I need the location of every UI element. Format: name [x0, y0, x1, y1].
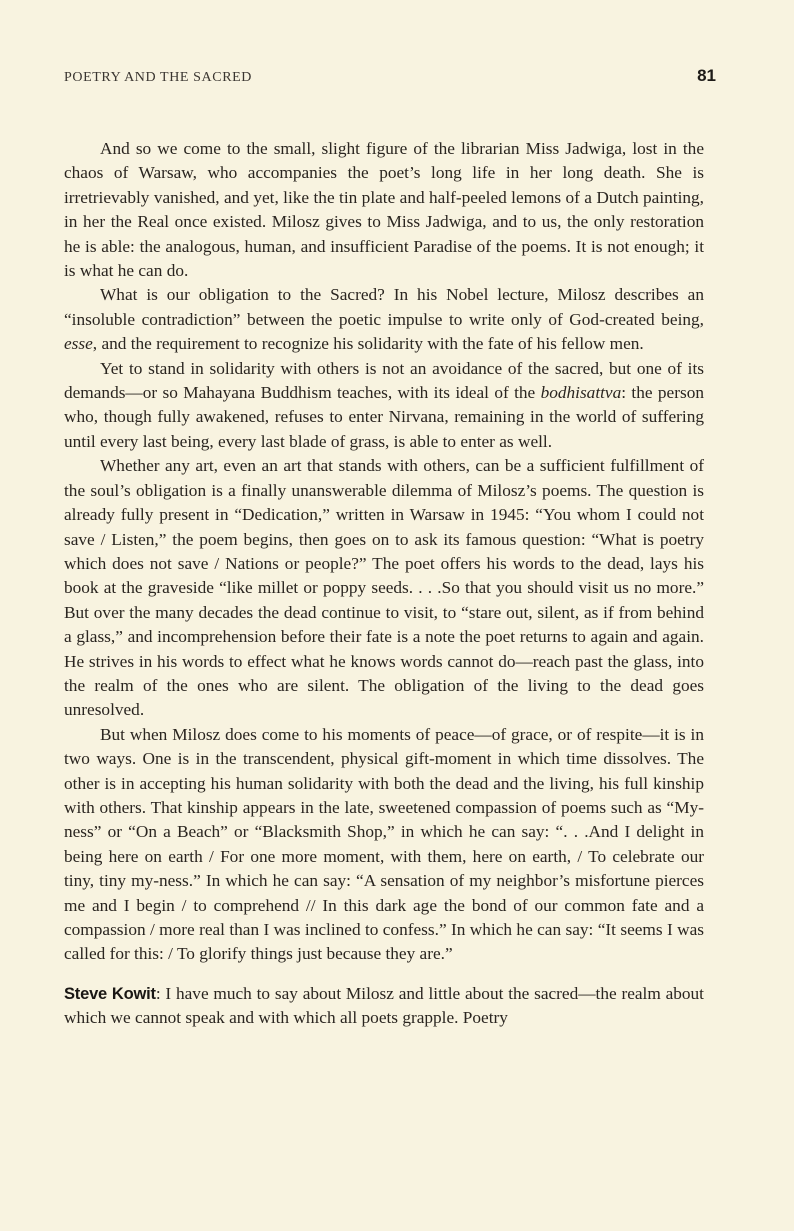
paragraph-4: Whether any art, even an art that stands with others, can be a sufficient fulfillment of the soul’s obligation is a finally unanswerable dilemma of Milosz’s poems. The question is already fully present in “Dedication,” written in Warsaw in 1945: “You whom I could not save / Listen,” the poem begins, then goes on to ask its famous question: “What is poetry which does not save / Nations or people?” The poet offers his words to the dead, lays his book at the graveside “like millet or poppy seeds. . . .So that you should visit us no more.” But over the many decades the dead continue to visit, to “stare out, silent, as if from behind a glass,” and incomprehension before their fate is a note the poet returns to again and again. He strives in his words to effect what he knows words cannot do—reach past the glass, into the realm of the ones who are silent. The obligation of the living to the dead goes unresolved.: [64, 456, 704, 720]
paragraph-2: [64, 283, 704, 356]
speaker-colon: :: [155, 983, 161, 1003]
paragraph-5: But when Milosz does come to his moments of peace—of grace, or of respite—it is in two ways. One is in the transcendent, physical gift-moment in which time dissolves. The other is in accepting his human solidarity with both the dead and the living, his full kinship with others. That kinship appears in the late, sweetened compassion of poems such as “My-ness” or “On a Beach” or “Blacksmith Shop,” in which he can say: “. . .And I delight in being here on earth / For one more moment, with them, here on earth, / To celebrate our tiny, tiny my-ness.” In which he can say: “A sensation of my neighbor’s misfortune pierces me and I begin / to comprehend // In this dark age the bond of our common fate and a compassion / more real than I was inclined to confess.” In which he can say: “It seems I was called for this: / To glorify things just because they are.”: [64, 724, 704, 964]
paragraph-6: [64, 982, 704, 1031]
paragraph-3-text-a: Yet to stand in solidarity with others is not an avoidance of the sacred, but one of its demands—or so Mahayana Buddhism teaches, with its ideal of the: [64, 358, 704, 403]
paragraph-2-text-b: , and the requirement to recognize his solidarity with the fate of his fellow men.: [92, 334, 644, 354]
page-number: 81: [697, 66, 716, 85]
running-header: [64, 66, 716, 86]
paragraph-3: [64, 357, 704, 455]
paragraph-2-italic: esse: [64, 334, 93, 354]
speaker-name: Steve Kowit: [64, 984, 156, 1003]
paragraph-3-text-b: : the person who, though fully awakened, refuses to enter Nirvana, remaining in the world of suffering until every last being, every last blade of grass, is able to enter as well.: [64, 383, 704, 451]
paragraph-1: And so we come to the small, slight figure of the librarian Miss Jadwiga, lost in the chaos of Warsaw, who accompanies the poet’s long life in her long death. She is irretrievably vanished, and yet, like the tin plate and half-peeled lemons of a Dutch painting, in her the Real once existed. Milosz gives to Miss Jadwiga, and to us, the only restoration he is able: the analogous, human, and insufficient Paradise of the poems. It is not enough; it is what he can do.: [64, 139, 704, 281]
paragraph-2-text-a: What is our obligation to the Sacred? In his Nobel lecture, Milosz describes an “insoluble contradiction” between the poetic impulse to write only of God-created being,: [64, 285, 704, 329]
paragraph-3-italic: bodhisattva: [540, 383, 622, 403]
body-text: [64, 137, 704, 1031]
running-head-title: POETRY AND THE SACRED: [64, 70, 253, 85]
paragraph-6-text: I have much to say about Milosz and little about the sacred—the realm about which we cannot speak and with which all poets grapple. Poetry: [64, 983, 704, 1028]
